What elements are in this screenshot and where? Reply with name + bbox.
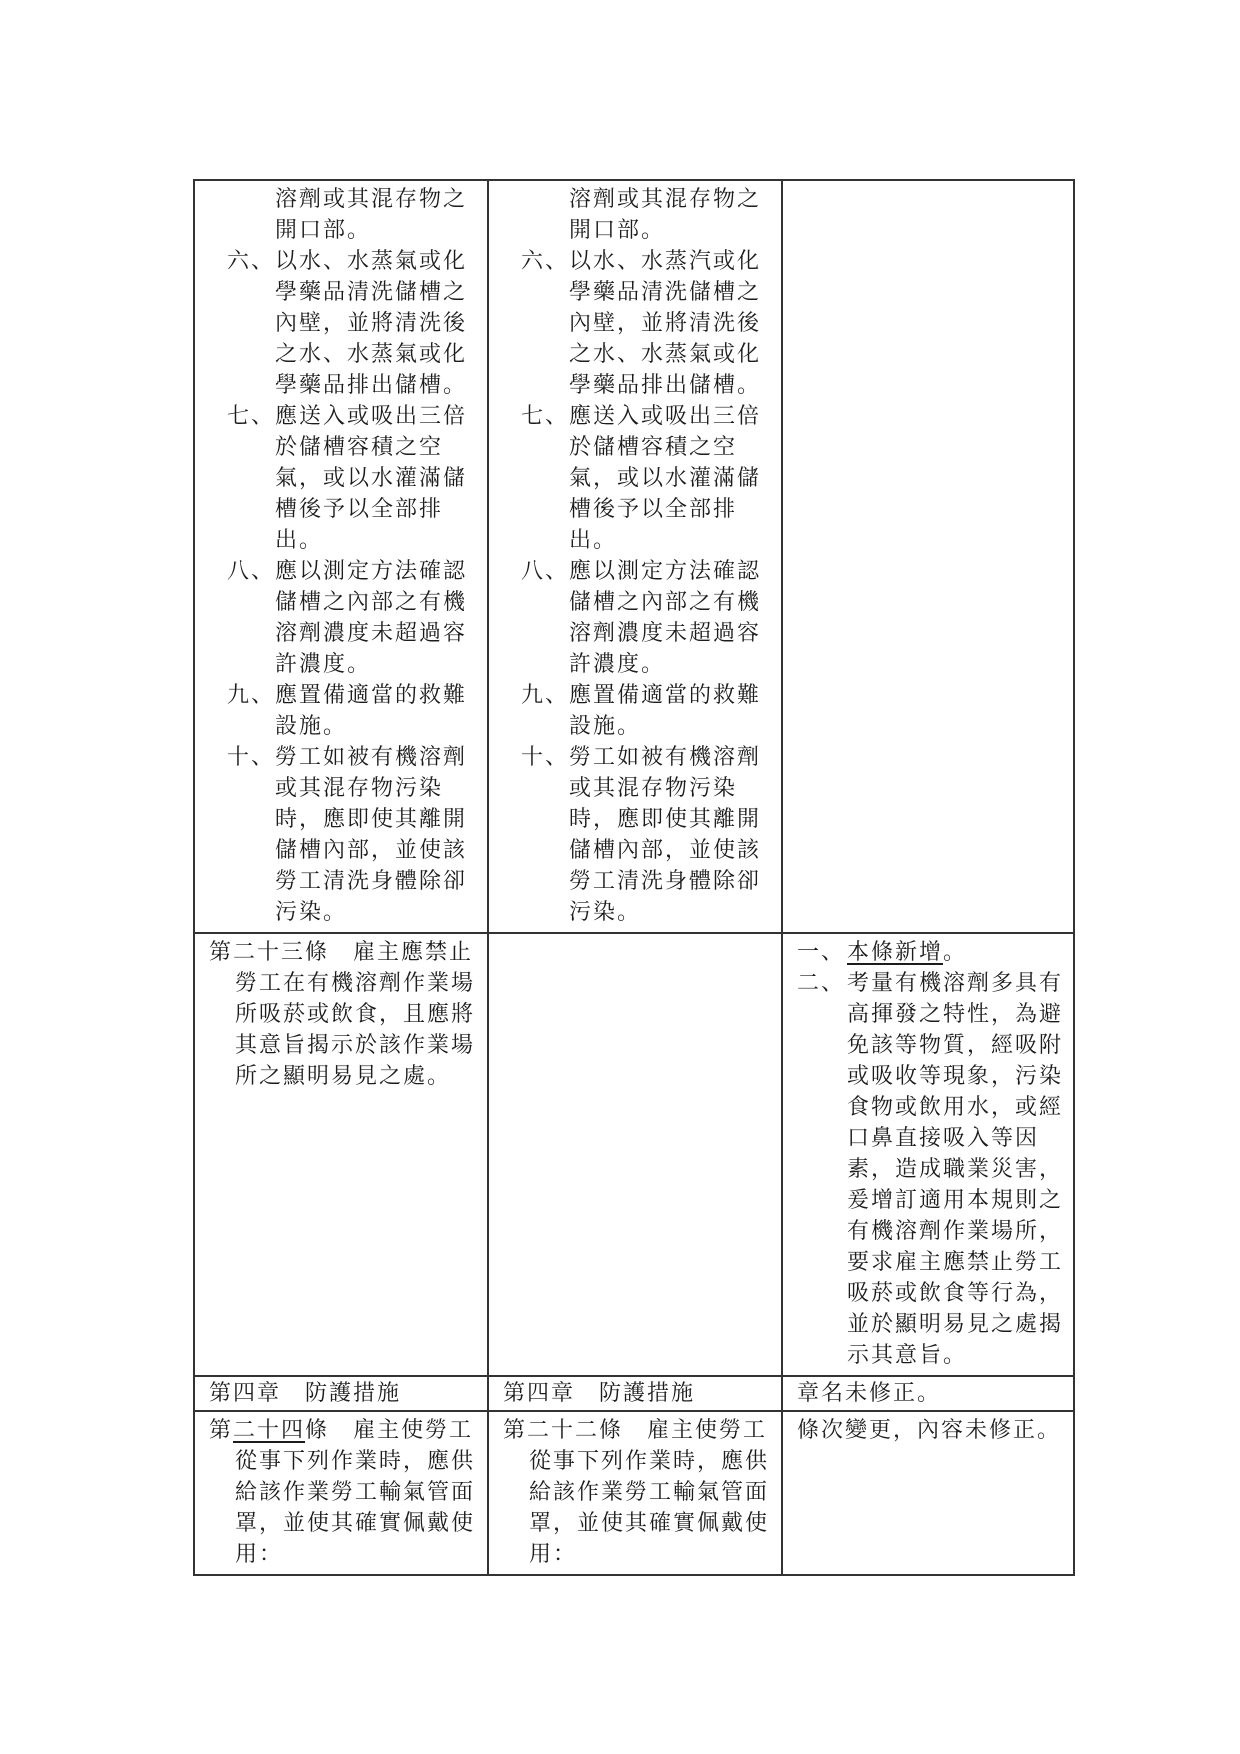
lead-text: 溶劑或其混存物之開口部。 [275, 187, 468, 243]
explanation-cell [782, 180, 1074, 933]
amended-text-cell [194, 1376, 488, 1411]
amended-text-cell [194, 933, 488, 1376]
article-number: 二十四 [233, 1418, 306, 1443]
note-item: 一、 本條新增。 [797, 940, 968, 965]
article-number: 第二十三條 [209, 940, 330, 965]
article-body: 從事下列作業時，應供給該作業勞工輸氣管面罩，並使其確實佩戴使用： [529, 1449, 770, 1567]
amended-text-cell [194, 180, 488, 933]
table-row [194, 933, 1074, 1376]
current-text-cell [488, 180, 782, 933]
list-item: 八、 應以測定方法確認儲槽之內部之有機溶劑濃度未超過容許濃度。 [226, 559, 468, 677]
explanation-text: 條次變更，內容未修正。 [797, 1418, 1062, 1443]
chapter-number: 第四章 [209, 1381, 282, 1406]
chapter-number: 第四章 [503, 1381, 576, 1406]
list-item: 六、 以水、水蒸汽或化學藥品清洗儲槽之內壁，並將清洗後之水、水蒸氣或化學藥品排出儲槽。 [520, 249, 762, 398]
list-item: 九、 應置備適當的救難設施。 [520, 683, 762, 739]
list-item: 七、 應送入或吸出三倍於儲槽容積之空氣，或以水灌滿儲槽後予以全部排出。 [226, 404, 468, 553]
list-item: 十、 勞工如被有機溶劑或其混存物污染時，應即使其離開儲槽內部，並使該勞工清洗身體除卻污染。 [520, 745, 762, 925]
article-heading: 第二十四條 雇主使勞工 [209, 1418, 474, 1443]
comparison-table [193, 179, 1075, 1576]
article-heading: 第二十三條 雇主應禁止 [209, 940, 474, 965]
explanation-cell [782, 1376, 1074, 1411]
list-item: 八、 應以測定方法確認儲槽之內部之有機溶劑濃度未超過容許濃度。 [520, 559, 762, 677]
explanation-cell [782, 933, 1074, 1376]
table-row [194, 1376, 1074, 1411]
explanation-cell [782, 1411, 1074, 1575]
current-text-cell [488, 1411, 782, 1575]
list-item: 十、 勞工如被有機溶劑或其混存物污染時，應即使其離開儲槽內部，並使該勞工清洗身體除卻污染。 [226, 745, 468, 925]
chapter-title: 防護措施 [305, 1381, 402, 1406]
explanation-text: 章名未修正。 [797, 1381, 942, 1406]
chapter-title: 防護措施 [599, 1381, 696, 1406]
article-body: 從事下列作業時，應供給該作業勞工輸氣管面罩，並使其確實佩戴使用： [235, 1449, 476, 1567]
article-body: 勞工在有機溶劑作業場所吸菸或飲食，且應將其意旨揭示於該作業場所之顯明易見之處。 [235, 971, 476, 1089]
list-item: 七、 應送入或吸出三倍於儲槽容積之空氣，或以水灌滿儲槽後予以全部排出。 [520, 404, 762, 553]
current-text-cell [488, 933, 782, 1376]
article-heading: 第二十二條 雇主使勞工 [503, 1418, 768, 1443]
current-text-cell [488, 1376, 782, 1411]
list-item: 六、 以水、水蒸氣或化學藥品清洗儲槽之內壁，並將清洗後之水、水蒸氣或化學藥品排出儲槽。 [226, 249, 468, 398]
note-item: 二、 考量有機溶劑多具有高揮發之特性，為避免該等物質，經吸附或吸收等現象，污染食物或飲用水，或經口鼻直接吸入等因素，造成職業災害，爰增訂適用本規則之有機溶劑作業場所，要求雇主應禁止勞工吸菸或飲食等行為，並於顯明易見之處揭示其意旨。 [797, 971, 1064, 1368]
table-row [194, 1411, 1074, 1575]
article-number: 第二十二條 [503, 1418, 624, 1443]
lead-text: 溶劑或其混存物之開口部。 [569, 187, 762, 243]
list-item: 九、 應置備適當的救難設施。 [226, 683, 468, 739]
table-row [194, 180, 1074, 933]
amended-text-cell [194, 1411, 488, 1575]
